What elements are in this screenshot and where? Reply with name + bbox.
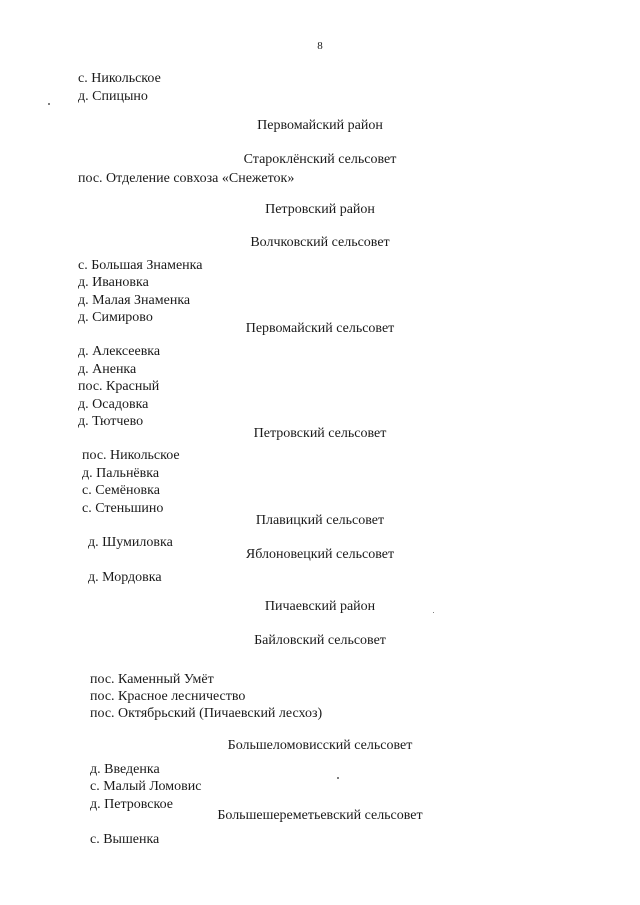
list-item: пос. Красное лесничество — [90, 689, 246, 704]
district-heading: Первомайский район — [257, 118, 383, 133]
list-item: д. Тютчево — [78, 414, 144, 429]
council-heading: Яблоновецкий сельсовет — [245, 547, 395, 562]
list-item: д. Алексеевка — [78, 344, 161, 359]
district-heading: Пичаевский район — [264, 599, 376, 614]
list-item: с. Большая Знаменка — [78, 258, 203, 273]
council-heading: Байловский сельсовет — [254, 633, 386, 648]
list-item: с. Никольское — [78, 71, 161, 86]
council-heading: Волчковский сельсовет — [250, 235, 390, 250]
scan-speck — [48, 103, 50, 105]
list-item: пос. Каменный Умёт — [90, 672, 214, 687]
council-heading: Первомайский сельсовет — [245, 321, 395, 336]
council-heading: Петровский сельсовет — [253, 426, 387, 441]
list-item: с. Вышенка — [90, 832, 160, 847]
list-item: д. Введенка — [90, 762, 160, 777]
list-item: пос. Отделение совхоза «Снежеток» — [78, 171, 295, 186]
page-number: 8 — [317, 40, 323, 52]
list-item: с. Малый Ломовис — [90, 779, 202, 794]
list-item: д. Пальнёвка — [82, 466, 160, 481]
list-item: д. Петровское — [90, 797, 173, 812]
list-item: д. Мордовка — [88, 570, 162, 585]
list-item: пос. Октябрьский (Пичаевский лесхоз) — [90, 706, 323, 721]
list-item: д. Симирово — [78, 310, 153, 325]
council-heading: Большеломовисский сельсовет — [227, 738, 413, 753]
list-item: с. Семёновка — [82, 483, 160, 498]
list-item: с. Стеньшино — [82, 501, 164, 516]
list-item: пос. Красный — [78, 379, 160, 394]
scan-speck — [433, 612, 434, 613]
council-heading: Староклёнский сельсовет — [243, 152, 397, 167]
list-item: д. Спицыно — [78, 89, 148, 104]
district-heading: Петровский район — [265, 202, 375, 217]
list-item: д. Аненка — [78, 362, 137, 377]
council-heading: Большешереметьевский сельсовет — [217, 808, 423, 823]
list-item: д. Шумиловка — [88, 535, 173, 550]
list-item: пос. Никольское — [82, 448, 180, 463]
council-heading: Плавицкий сельсовет — [255, 513, 385, 528]
list-item: д. Ивановка — [78, 275, 149, 290]
list-item: д. Осадовка — [78, 397, 149, 412]
list-item: д. Малая Знаменка — [78, 293, 191, 308]
scan-speck — [337, 777, 339, 779]
